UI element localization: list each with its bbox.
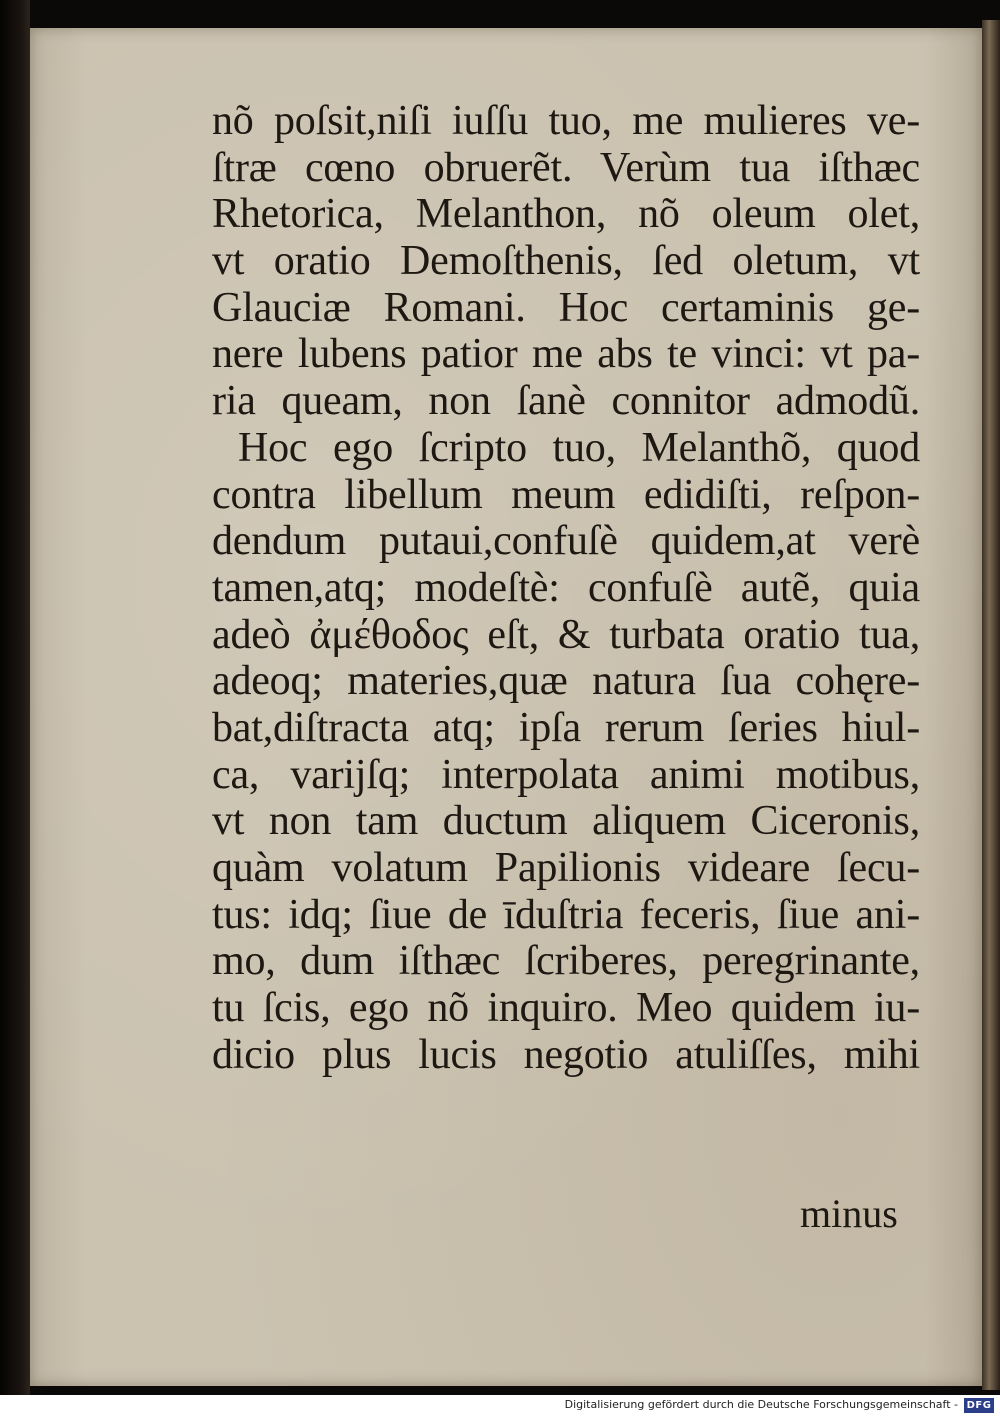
footer-bar: [0, 1395, 1000, 1417]
scan-background-left: [0, 0, 30, 1395]
text-line: adeò ἀμέθοδος eſt, & turbata oratio tua,: [212, 611, 920, 658]
text-line: tus: idq; ſiue de īduſtria feceris, ſiue ani-: [212, 891, 920, 938]
text-line: nõ poſsit,niſi iuſſu tuo, me mulieres ve-: [212, 98, 920, 144]
text-line: dendum putaui,confuſè quidem,at verè: [212, 518, 920, 565]
funding-credit: Digitalisierung gefördert durch die Deutsche Forschungsgemeinschaft -: [564, 1398, 958, 1411]
text-line: vt non tam ductum aliquem Ciceronis,: [212, 798, 920, 845]
text-line: quàm volatum Papilionis videare ſecu-: [212, 845, 920, 891]
catchword: minus: [800, 1191, 898, 1236]
text-line: tamen,atq; modeſtè: confuſè autẽ, quia: [212, 564, 920, 611]
text-line: ria queam, non ſanè connitor admodũ.: [212, 378, 920, 425]
text-line: ca, varijſq; interpolata animi motibus,: [212, 751, 920, 798]
text-line: Glauciæ Romani. Hoc certaminis ge-: [212, 284, 920, 331]
text-line: vt oratio Demoſthenis, ſed oletum, vt: [212, 238, 920, 285]
paragraph-start-line: Hoc ego ſcripto tuo, Melanthõ, quod: [238, 424, 920, 471]
text-block: [212, 98, 920, 1078]
text-line: nere lubens patior me abs te vinci: vt pa-: [212, 331, 920, 378]
page-edge: [982, 20, 1000, 1390]
text-line: contra libellum meum edidiſti, reſpon-: [212, 471, 920, 518]
text-line: Rhetorica, Melanthon, nõ oleum olet,: [212, 191, 920, 238]
dfg-logo-icon: DFG: [964, 1398, 994, 1413]
text-line: tu ſcis, ego nõ inquiro. Meo quidem iu-: [212, 985, 920, 1032]
text-line: mo, dum iſthæc ſcriberes, peregrinante,: [212, 938, 920, 985]
text-line: bat,diſtracta atq; ipſa rerum ſeries hiul-: [212, 704, 920, 751]
text-line: adeoq; materies,quæ natura ſua cohęre-: [212, 658, 920, 705]
text-line: dicio plus lucis negotio atuliſſes, mihi: [212, 1031, 920, 1078]
text-line: ſtræ cœno obruerẽt. Verùm tua iſthæc: [212, 144, 920, 191]
